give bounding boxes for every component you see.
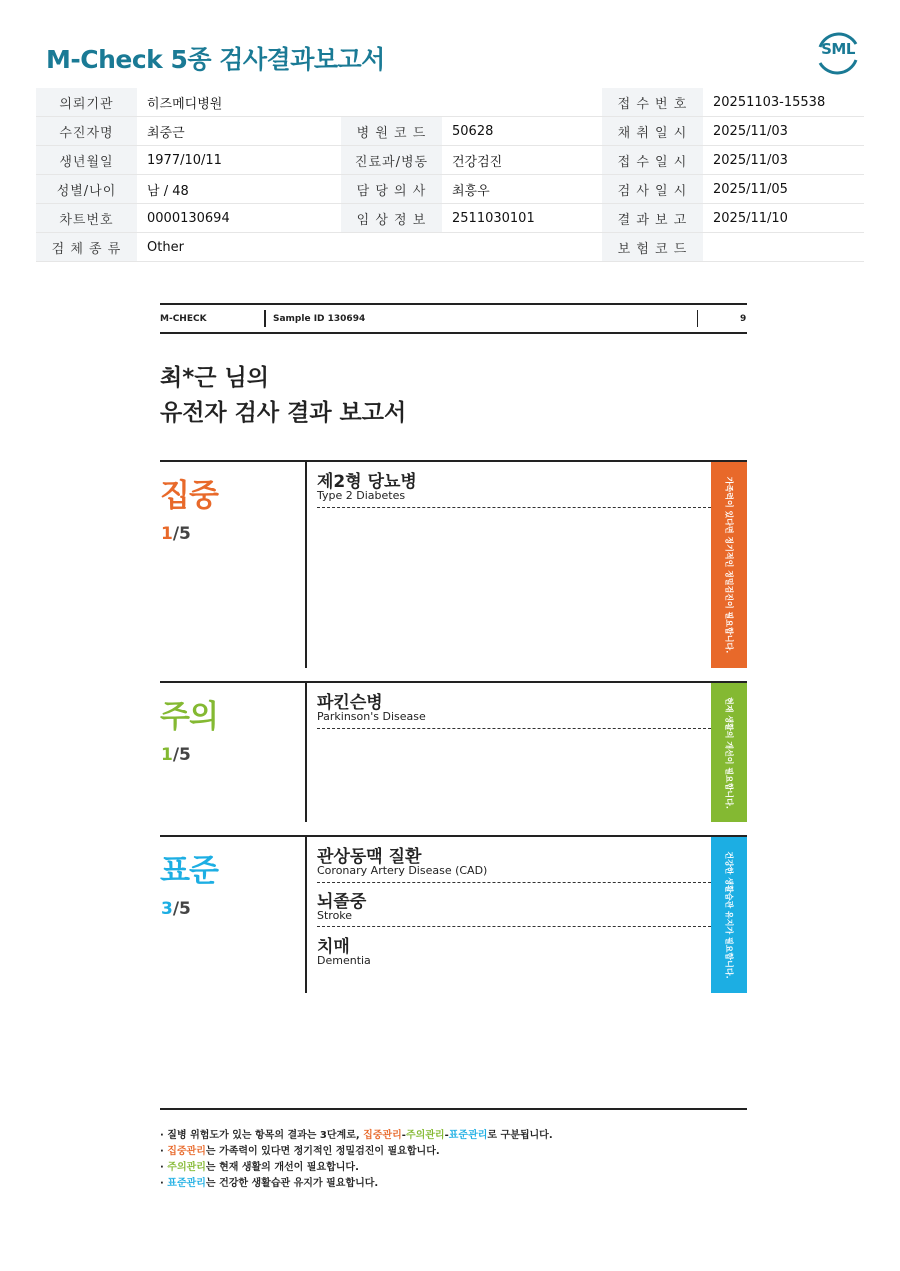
info-value: 0000130694: [137, 204, 341, 233]
disease-item: [317, 842, 711, 883]
info-label: 접 수 일 시: [602, 146, 703, 175]
info-value: 히즈메디병원: [137, 88, 602, 117]
info-label: 담 당 의 사: [341, 175, 442, 204]
page-number: 9: [740, 314, 747, 324]
info-value: 건강검진: [442, 146, 602, 175]
section-focus: [160, 460, 747, 668]
header-divider: [697, 310, 698, 327]
section-title: 주의: [160, 699, 218, 735]
genetic-report-page: [160, 303, 747, 1203]
info-label: 보 험 코 드: [602, 233, 703, 262]
section-standard: [160, 835, 747, 993]
side-banner-text: 현재 생활의 개선이 필요합니다.: [724, 696, 734, 809]
section-count: [161, 745, 191, 765]
section-title: 집중: [160, 478, 218, 514]
fn-dash: -: [401, 1130, 406, 1141]
info-value: 2025/11/03: [703, 146, 864, 175]
info-value: 남 / 48: [137, 175, 341, 204]
section-side-banner: [711, 683, 747, 822]
sml-logo: [814, 30, 862, 76]
fn-text: 는 건강한 생활습관 유지가 필요합니다.: [205, 1178, 379, 1189]
info-label: 수진자명: [36, 117, 137, 146]
fn-text: 는 현재 생활의 개선이 필요합니다.: [205, 1162, 359, 1173]
info-label: 의뢰기관: [36, 88, 137, 117]
disease-item: [317, 887, 711, 927]
fn-standard: 표준관리: [167, 1178, 206, 1189]
fn-focus: 집중관리: [363, 1130, 402, 1141]
section-count: [161, 899, 191, 919]
info-label: 임 상 정 보: [341, 204, 442, 233]
info-label: 접 수 번 호: [602, 88, 703, 117]
info-row: [36, 146, 864, 175]
disease-item: [317, 467, 711, 508]
disease-name-ko: 파킨슨병: [317, 693, 383, 713]
count-total: /5: [172, 899, 191, 919]
section-caution: [160, 681, 747, 822]
report-footnotes: [160, 1108, 747, 1189]
count-total: /5: [172, 745, 191, 765]
header-divider: [264, 310, 266, 327]
fn-focus: 집중관리: [167, 1146, 206, 1157]
section-divider: [305, 837, 307, 993]
info-row: [36, 204, 864, 233]
page-title: M-Check 5종 검사결과보고서: [46, 45, 385, 74]
disease-name-en: Stroke: [317, 909, 353, 922]
disease-item: [317, 932, 711, 972]
info-row: [36, 88, 864, 117]
fn-caution: 주의관리: [405, 1130, 445, 1141]
report-heading: [160, 361, 406, 431]
disease-name-ko: 치매: [317, 937, 350, 957]
fn-caution: 주의관리: [167, 1162, 206, 1173]
info-value: 2025/11/10: [703, 204, 864, 233]
info-label: 결 과 보 고: [602, 204, 703, 233]
info-value: 2025/11/05: [703, 175, 864, 204]
info-value: 최흥우: [442, 175, 602, 204]
count-total: /5: [172, 524, 191, 544]
disease-name-en: Parkinson's Disease: [317, 710, 426, 723]
info-value: 최중근: [137, 117, 341, 146]
footnote-2: · 집중관리는 가족력이 있다면 정기적인 정밀검진이 필요합니다.: [160, 1146, 440, 1157]
report-brand: M-CHECK: [160, 314, 207, 324]
section-title: 표준: [160, 853, 218, 889]
disease-name-ko: 관상동맥 질환: [317, 847, 422, 867]
patient-info-table: [36, 88, 864, 262]
info-value: [703, 233, 864, 262]
heading-line-2: 유전자 검사 결과 보고서: [160, 400, 407, 426]
info-label: 생년월일: [36, 146, 137, 175]
info-value: 2511030101: [442, 204, 602, 233]
sample-id: Sample ID 130694: [273, 314, 366, 324]
info-value: Other: [137, 233, 602, 262]
info-label: 차트번호: [36, 204, 137, 233]
fn-dash: -: [444, 1130, 449, 1141]
info-label: 병 원 코 드: [341, 117, 442, 146]
section-count: [161, 524, 191, 544]
disease-name-ko: 제2형 당뇨병: [317, 472, 417, 492]
info-row: [36, 117, 864, 146]
disease-item: [317, 688, 711, 729]
fn-text: 는 가족력이 있다면 정기적인 정밀검진이 필요합니다.: [205, 1146, 440, 1157]
side-banner-text: 건강한 생활습관 유지가 필요합니다.: [724, 851, 734, 979]
fn-text: 로 구분됩니다.: [487, 1130, 553, 1141]
info-label: 진료과/병동: [341, 146, 442, 175]
info-value: 2025/11/03: [703, 117, 864, 146]
disease-name-ko: 뇌졸중: [317, 892, 367, 912]
info-value: 50628: [442, 117, 602, 146]
section-side-banner: [711, 837, 747, 993]
logo-text: SML: [821, 40, 855, 58]
heading-line-1: 최*근 님의: [160, 365, 269, 391]
count-number: 3: [161, 899, 173, 919]
info-row: [36, 175, 864, 204]
count-number: 1: [161, 524, 173, 544]
disease-name-en: Type 2 Diabetes: [317, 489, 406, 502]
info-row: [36, 233, 864, 262]
report-header-bar: [160, 303, 747, 334]
disease-name-en: Coronary Artery Disease (CAD): [317, 864, 488, 877]
section-divider: [305, 462, 307, 668]
section-divider: [305, 683, 307, 822]
footnote-4: · 표준관리는 건강한 생활습관 유지가 필요합니다.: [160, 1178, 379, 1189]
info-label: 성별/나이: [36, 175, 137, 204]
disease-name-en: Dementia: [317, 954, 371, 967]
footnote-3: · 주의관리는 현재 생활의 개선이 필요합니다.: [160, 1162, 359, 1173]
fn-text: 질병 위험도가 있는 항목의 결과는 3단계로,: [167, 1130, 364, 1141]
fn-standard: 표준관리: [448, 1130, 488, 1141]
side-banner-text: 가족력이 있다면 정기적인 정밀검진이 필요합니다.: [724, 476, 734, 654]
info-label: 검 체 종 류: [36, 233, 137, 262]
info-label: 채 취 일 시: [602, 117, 703, 146]
info-value: 20251103-15538: [703, 88, 864, 117]
info-value: 1977/10/11: [137, 146, 341, 175]
info-label: 검 사 일 시: [602, 175, 703, 204]
section-side-banner: [711, 462, 747, 668]
count-number: 1: [161, 745, 173, 765]
footnote-1: · 질병 위험도가 있는 항목의 결과는 3단계로, 집중관리-주의관리-표준관리로 구분됩니다.: [160, 1130, 553, 1141]
